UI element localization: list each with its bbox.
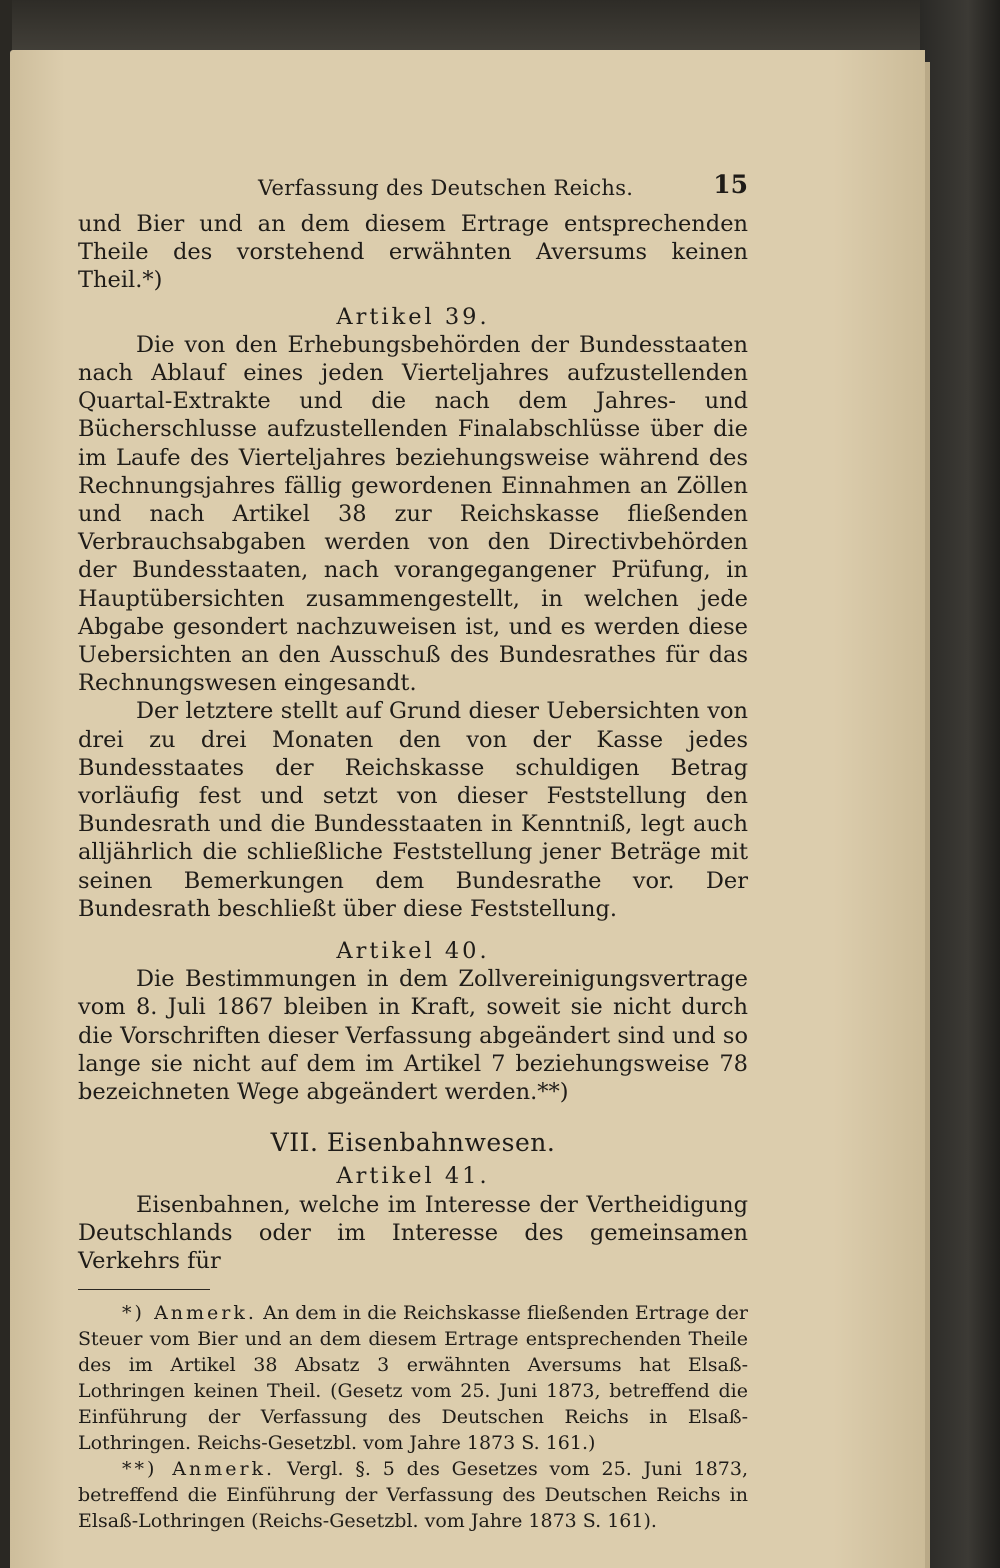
article-40-paragraph: Die Bestimmungen in dem Zollvereinigungsvertrage vom 8. Juli 1867 bleiben in Kraft, soweit sie nicht durch die Vorschriften dieser Verfassung abgeändert sind und so lange sie nicht auf dem im Artikel 7 beziehungsweise 78 bezeichneten Wege abgeändert werden.**) bbox=[78, 966, 748, 1106]
article-39-paragraph-1: Die von den Erhebungsbehörden der Bundesstaaten nach Ablauf eines jeden Vierteljahres aufzustellenden Quartal-Extrakte und die nach dem Jahres- und Bücherschlusse aufzustellenden Finalabschlüsse über die im Laufe des Vierteljahres beziehungsweise während des Rechnungsjahres fällig gewordenen Einnahmen an Zöllen und nach Artikel 38 zur Reichskasse fließenden Verbrauchsabgaben werden von den Directivbehörden der Bundesstaaten, nach vorangegangener Prüfung, in Hauptübersichten zusammengestellt, in welchen jede Abgabe gesondert nachzuweisen ist, und es werden diese Uebersichten an den Ausschuß des Bundesrathes für das Rechnungswesen eingesandt. bbox=[78, 331, 748, 697]
book-cover-right bbox=[920, 0, 1000, 1568]
article-41-heading: Artikel 41. bbox=[336, 1163, 490, 1190]
paragraph-continued: und Bier und an dem diesem Ertrage entsprechenden Theile des vorstehend erwähnten Aversums keinen Theil.*) bbox=[78, 211, 748, 294]
footnote-1-marker: *) Anmerk. bbox=[122, 1302, 257, 1325]
section-heading: VII. Eisenbahnwesen. bbox=[270, 1128, 556, 1158]
article-39-paragraph-2: Der letztere stellt auf Grund dieser Uebersichten von drei zu drei Monaten den von der Kasse jedes Bundesstaates der Reichskasse schuldigen Betrag vorläufig fest und setzt von dieser Feststellung den Bundesrath und die Bundesstaaten in Kenntniß, legt auch alljährlich die schließliche Feststellung jener Beträge mit seinen Bemerkungen dem Bundesrathe vor. Der Bundesrath beschließt über diese Feststellung. bbox=[78, 698, 748, 922]
footnote-1-text: An dem in die Reichskasse fließenden Ertrage der Steuer vom Bier und an dem diesem Ertrage entsprechenden Theile des im Artikel 38 Absatz 3 erwähnten Aversums hat Elsaß-Lothringen keinen Theil. (Gesetz vom 25. Juni 1873, betreffend die Einführung der Verfassung des Deutschen Reichs in Elsaß-Lothringen. Reichs-Gesetzbl. vom Jahre 1873 S. 161.) bbox=[78, 1302, 748, 1455]
running-title: Verfassung des Deutschen Reichs. bbox=[258, 176, 634, 200]
footnote-2 bbox=[78, 1456, 748, 1534]
article-40-heading: Artikel 40. bbox=[336, 938, 490, 965]
article-39-heading: Artikel 39. bbox=[336, 303, 490, 330]
article-41-paragraph: Eisenbahnen, welche im Interesse der Vertheidigung Deutschlands oder im Interesse des gemeinsamen Verkehrs für bbox=[78, 1191, 748, 1274]
footnote-2-marker: **) Anmerk. bbox=[122, 1458, 276, 1481]
page-content bbox=[78, 170, 748, 1534]
footnote-2-text: Vergl. §. 5 des Gesetzes vom 25. Juni 1873, betreffend die Einführung der Verfassung des Deutschen Reichs in Elsaß-Lothringen (Reichs-Gesetzbl. vom Jahre 1873 S. 161). bbox=[78, 1458, 748, 1533]
page-header bbox=[78, 170, 748, 210]
page-number: 15 bbox=[713, 170, 748, 199]
footnote-1 bbox=[78, 1300, 748, 1456]
footnote-rule bbox=[78, 1289, 210, 1290]
